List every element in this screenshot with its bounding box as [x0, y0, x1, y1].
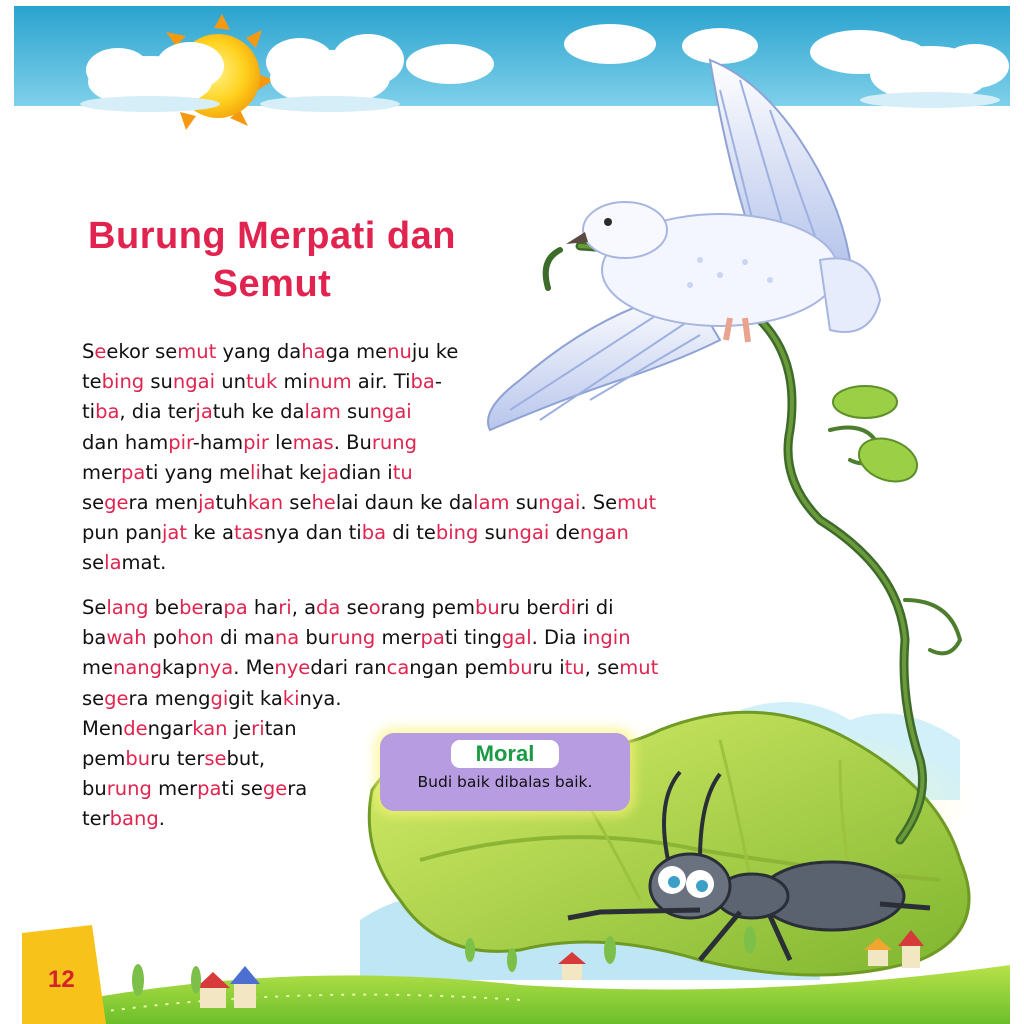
story-line [82, 428, 656, 458]
highlighted-syllable: mas [292, 430, 334, 454]
story-line [82, 548, 656, 578]
text-segment: su [144, 370, 173, 394]
text-segment: ngan pem [409, 656, 508, 680]
text-segment: di ma [213, 626, 275, 650]
story-paragraph-1 [82, 337, 656, 579]
highlighted-syllable: pir [243, 430, 269, 454]
highlighted-syllable: ca [386, 656, 410, 680]
highlighted-syllable: nye [274, 656, 311, 680]
text-segment: ekor se [106, 340, 178, 363]
text-segment: nya. [299, 686, 342, 710]
highlighted-syllable: ngai [172, 370, 216, 394]
text-segment: nya dan ti [263, 521, 362, 545]
highlighted-syllable: pa [197, 777, 222, 801]
highlighted-syllable: ki [282, 686, 300, 710]
text-segment: dari ran [310, 656, 387, 680]
highlighted-syllable: na [274, 626, 300, 650]
text-segment: pem [82, 746, 126, 770]
highlighted-syllable: tas [233, 521, 264, 545]
text-segment: air. Ti [351, 370, 411, 394]
highlighted-syllable: ngan [579, 521, 629, 545]
text-segment: yang da [216, 340, 302, 363]
story-line [82, 488, 656, 518]
highlighted-syllable: nu [387, 340, 412, 363]
highlighted-syllable: e [94, 340, 107, 363]
text-segment: dian i [339, 460, 393, 484]
text-segment: un [215, 370, 246, 394]
text-segment: ra meng [128, 686, 211, 710]
text-segment: je [227, 716, 252, 740]
text-segment: bu [82, 777, 107, 801]
text-segment: ra [203, 596, 224, 619]
text-segment: , dia ter [119, 400, 196, 424]
highlighted-syllable: mut [177, 340, 217, 363]
highlighted-syllable: ha [301, 340, 326, 363]
text-segment: ke a [187, 521, 234, 545]
highlighted-syllable: jat [161, 521, 187, 545]
text-segment: kap [162, 656, 198, 680]
text-segment: be [148, 596, 180, 619]
text-segment: , a [291, 596, 317, 619]
text-segment: tuh [215, 490, 248, 514]
text-segment: su [340, 400, 370, 424]
highlighted-syllable: bu [125, 746, 151, 770]
text-segment: . [158, 807, 165, 831]
text-segment: but, [226, 746, 266, 770]
text-segment: ra [287, 777, 308, 801]
text-segment: ti [82, 400, 96, 424]
highlighted-syllable: he [311, 490, 336, 514]
story-line [82, 518, 656, 548]
highlighted-syllable: ja [321, 460, 339, 484]
text-segment: ngar [147, 716, 193, 740]
highlighted-syllable: ngin [588, 626, 631, 650]
text-segment: hat ke [260, 460, 322, 484]
text-segment: git ka [228, 686, 283, 710]
text-segment: rang pem [380, 596, 475, 619]
story-line [82, 684, 658, 714]
text-segment: ri di [576, 596, 614, 619]
text-segment: mer [151, 777, 198, 801]
highlighted-syllable: ba [95, 400, 120, 424]
highlighted-syllable: de [123, 716, 148, 740]
highlighted-syllable: wah [106, 626, 147, 650]
text-segment: tan [264, 716, 297, 740]
text-segment: mer [82, 460, 122, 484]
text-segment: su [478, 521, 508, 545]
text-segment: te [82, 370, 102, 394]
text-segment: ga me [325, 340, 388, 363]
text-segment: mer [375, 626, 421, 650]
story-title-line-1: Burung Merpati dan [88, 215, 456, 257]
text-segment: -ham [192, 430, 244, 454]
highlighted-syllable: rung [371, 430, 417, 454]
text-segment: pun pan [82, 521, 162, 545]
text-segment: mi [277, 370, 308, 394]
text-segment: bu [299, 626, 331, 650]
highlighted-syllable: o [368, 596, 381, 619]
highlighted-syllable: ba [361, 521, 387, 545]
highlighted-syllable: lam [473, 490, 510, 514]
highlighted-syllable: pir [168, 430, 193, 454]
highlighted-syllable: da [316, 596, 341, 619]
story-title [72, 212, 472, 308]
highlighted-syllable: lam [304, 400, 341, 424]
text-segment: ba [82, 626, 107, 650]
text-segment: ju ke [411, 340, 459, 363]
text-segment: . Se [580, 490, 618, 514]
highlighted-syllable: ngai [369, 400, 412, 424]
highlighted-syllable: pa [420, 626, 445, 650]
text-segment: ra men [128, 490, 199, 514]
story-line [82, 458, 656, 488]
text-segment: de [549, 521, 580, 545]
highlighted-syllable: rung [330, 626, 376, 650]
story-line [82, 337, 656, 367]
text-segment: ha [247, 596, 279, 619]
text-segment: dan ham [82, 430, 169, 454]
highlighted-syllable: bing [435, 521, 479, 545]
story-title-line-2: Semut [212, 263, 332, 305]
text-segment: se [82, 686, 105, 710]
highlighted-syllable: hon [177, 626, 214, 650]
highlighted-syllable: pa [121, 460, 146, 484]
moral-label: Moral [451, 740, 559, 768]
highlighted-syllable: be [179, 596, 204, 619]
vine-leaves [833, 386, 923, 489]
text-segment: ti yang me [145, 460, 251, 484]
text-segment: . Me [233, 656, 275, 680]
highlighted-syllable: bu [507, 656, 533, 680]
highlighted-syllable: ge [262, 777, 288, 801]
text-segment: . Bu [333, 430, 372, 454]
highlighted-syllable: ngai [507, 521, 550, 545]
highlighted-syllable: lang [106, 596, 149, 619]
highlighted-syllable: kan [192, 716, 228, 740]
text-segment: su [509, 490, 539, 514]
highlighted-syllable: tuk [245, 370, 278, 394]
highlighted-syllable: ja [195, 400, 213, 424]
text-segment: ti ting [444, 626, 502, 650]
highlighted-syllable: num [307, 370, 352, 394]
text-segment: tuh ke da [212, 400, 305, 424]
text-segment: le [268, 430, 293, 454]
highlighted-syllable: mut [619, 656, 659, 680]
text-segment: ti se [221, 777, 263, 801]
highlighted-syllable: rung [106, 777, 152, 801]
text-segment: mat. [121, 551, 167, 575]
text-segment: . Dia i [531, 626, 589, 650]
text-segment: ru i [532, 656, 565, 680]
highlighted-syllable: mut [617, 490, 657, 514]
text-segment: lai daun ke da [335, 490, 474, 514]
text-segment: po [146, 626, 178, 650]
story-line [82, 397, 656, 427]
highlighted-syllable: nang [113, 656, 163, 680]
highlighted-syllable: ri [251, 716, 265, 740]
story-line [82, 367, 656, 397]
story-line [82, 653, 658, 683]
text-segment: se [340, 596, 369, 619]
text-segment: se [82, 490, 105, 514]
text-segment: di te [386, 521, 436, 545]
highlighted-syllable: bu [474, 596, 500, 619]
text-segment: Men [82, 716, 124, 740]
text-segment: S [82, 340, 95, 363]
highlighted-syllable: ngai [538, 490, 581, 514]
highlighted-syllable: bing [101, 370, 145, 394]
text-segment: se [283, 490, 312, 514]
highlighted-syllable: nya [197, 656, 234, 680]
text-segment: , se [584, 656, 620, 680]
page-number: 12 [48, 966, 75, 993]
highlighted-syllable: ge [104, 490, 129, 514]
highlighted-syllable: gi [210, 686, 229, 710]
highlighted-syllable: bang [109, 807, 159, 831]
text-segment: ter [82, 807, 110, 831]
highlighted-syllable: li [250, 460, 261, 484]
highlighted-syllable: pa [223, 596, 248, 619]
highlighted-syllable: tu [564, 656, 585, 680]
highlighted-syllable: kan [247, 490, 284, 514]
highlighted-syllable: la [104, 551, 122, 575]
text-segment: Se [82, 596, 107, 619]
text-segment: ru ter [150, 746, 205, 770]
text-segment: - [434, 370, 442, 394]
story-line [82, 623, 658, 653]
highlighted-syllable: di [558, 596, 577, 619]
highlighted-syllable: ba [410, 370, 435, 394]
highlighted-syllable: gal [501, 626, 532, 650]
highlighted-syllable: tu [392, 460, 413, 484]
text-segment: se [82, 551, 105, 575]
text-segment: me [82, 656, 113, 680]
highlighted-syllable: ri [278, 596, 292, 619]
moral-box [380, 733, 630, 811]
story-line [82, 593, 658, 623]
highlighted-syllable: ge [104, 686, 129, 710]
moral-text: Budi baik dibalas baik. [417, 773, 593, 791]
highlighted-syllable: ja [198, 490, 216, 514]
text-segment: ru ber [499, 596, 559, 619]
highlighted-syllable: se [204, 746, 227, 770]
